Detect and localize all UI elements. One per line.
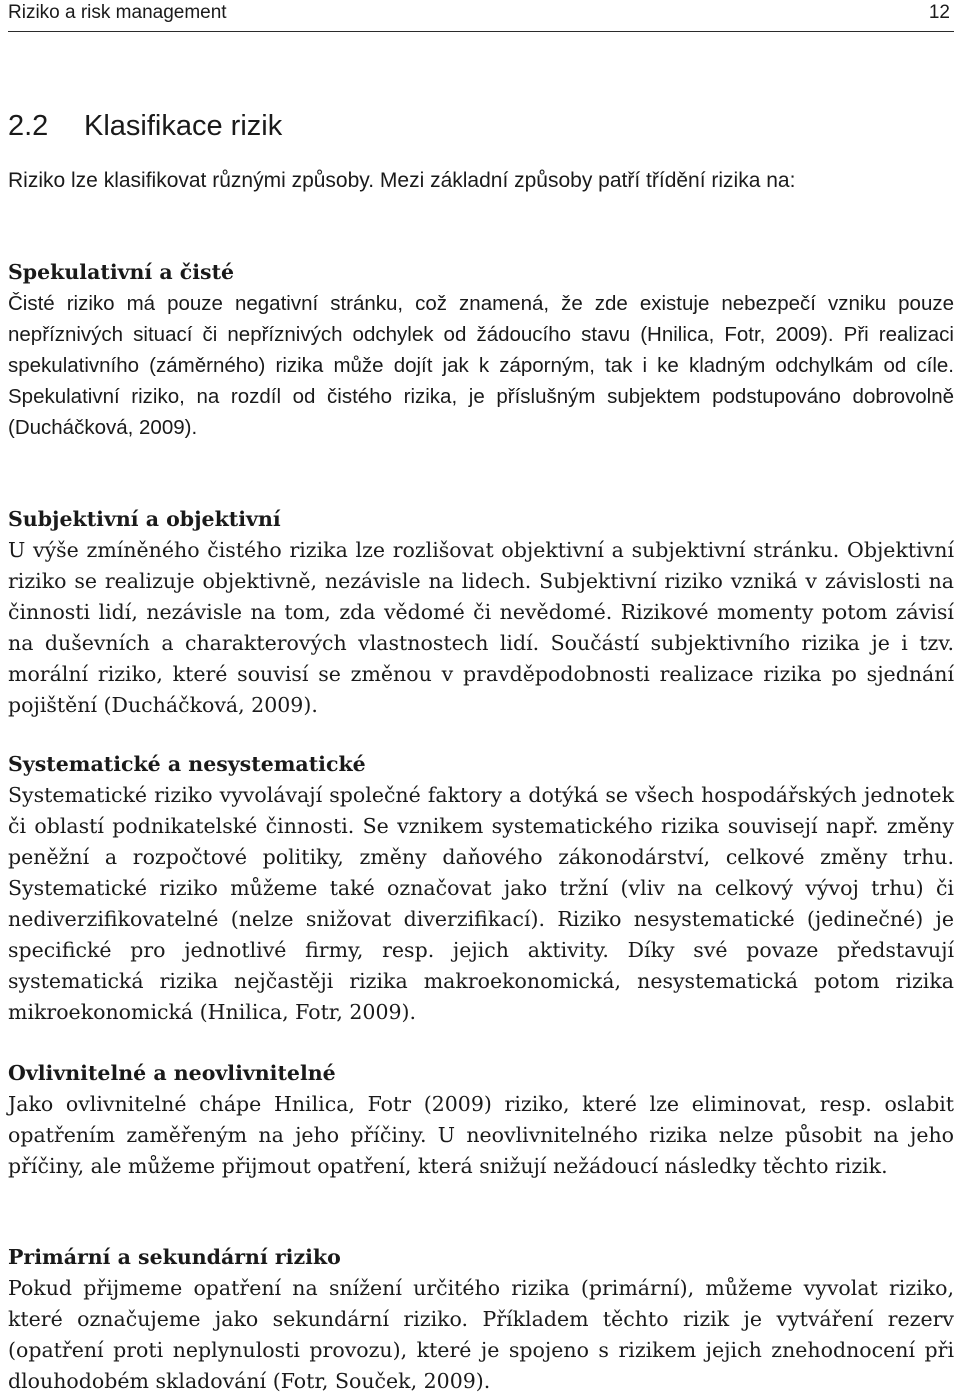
subsection-heading: Systematické a nesystematické — [8, 752, 366, 776]
subsection-heading: Spekulativní a čisté — [8, 260, 235, 284]
section-heading — [8, 106, 282, 146]
subsection-paragraph: Čisté riziko má pouze negativní stránku, což znamená, že zde existuje nebezpečí vzniku pouze nepříznivých situací či nepříznivých odchylek od žádoucího stavu (Hnilica, Fotr, 2009). Při realizaci spekulativního (záměrného) rizika může dojít jak k záporným, tak i ke kladným odchylkám od cíle. Spekulativní riziko, na rozdíl od čistého rizika, je příslušným subjektem podstupováno dobrovolně (Ducháčková, 2009). — [8, 292, 954, 439]
intro-paragraph: Riziko lze klasifikovat různými způsoby. Mezi základní způsoby patří třídění rizika na: — [8, 169, 796, 192]
subsection-paragraph: Pokud přijmeme opatření na snížení určitého rizika (primární), můžeme vyvolat riziko, které označujeme jako sekundární riziko. Příkladem těchto rizik je vytváření rezerv (opatření proti neplynulosti provozu), které je spojeno s rizikem jejich znehodnocení při dlouhodobém skladování (Fotr, Souček, 2009). — [8, 1276, 954, 1393]
subsection-speculative — [8, 257, 954, 443]
page-number: 12 — [928, 2, 950, 23]
subsection-primary-secondary — [8, 1242, 954, 1397]
subsection-paragraph: Systematické riziko vyvolávají společné faktory a dotýká se všech hospodářských jednotek či oblastí podnikatelské činnosti. Se vznikem systematického rizika souvisejí např. změny peněžní a rozpočtové politiky, změny daňového zákonodárství, celkové změny trhu. Systematické riziko můžeme také označovat jako tržní (vliv na celkový vývoj trhu) či nediverzifikovatelné (nelze snižovat diverzifikací). Riziko nesystematické (jedinečné) je specifické pro jednotlivé firmy, resp. jejich aktivity. Díky své povaze představují systematická rizika nejčastěji rizika makroekonomická, nesystematická potom rizika mikroekonomická (Hnilica, Fotr, 2009). — [8, 783, 954, 1024]
subsection-paragraph: Jako ovlivnitelné chápe Hnilica, Fotr (2009) riziko, které lze eliminovat, resp. oslabit opatřením zaměřeným na jeho příčiny. U neovlivnitelného rizika nelze působit na jeho příčiny, ale můžeme přijmout opatření, která snižují nežádoucí následky těchto rizik. — [8, 1092, 954, 1178]
section-title: Klasifikace rizik — [84, 110, 283, 142]
subsection-influenceable — [8, 1058, 954, 1182]
subsection-paragraph: U výše zmíněného čistého rizika lze rozlišovat objektivní a subjektivní stránku. Objektivní riziko se realizuje objektivně, nezávisle na lidech. Subjektivní riziko vzniká v závislosti na činnosti lidí, nezávisle na tom, zda vědomé či nevědomé. Rizikové momenty potom závisí na duševních a charakterových vlastnostech lidí. Součástí subjektivního rizika je i tzv. morální riziko, které souvisí se změnou v pravděpodobnosti realizace rizika po sjednání pojištění (Ducháčková, 2009). — [8, 538, 954, 717]
subsection-subjective — [8, 504, 954, 721]
subsection-heading: Ovlivnitelné a neovlivnitelné — [8, 1061, 336, 1085]
subsection-systematic — [8, 749, 954, 1028]
running-header — [8, 0, 954, 32]
subsection-heading: Subjektivní a objektivní — [8, 507, 281, 531]
subsection-heading: Primární a sekundární riziko — [8, 1245, 341, 1269]
header-title: Riziko a risk management — [8, 2, 227, 23]
section-number: 2.2 — [8, 110, 49, 142]
